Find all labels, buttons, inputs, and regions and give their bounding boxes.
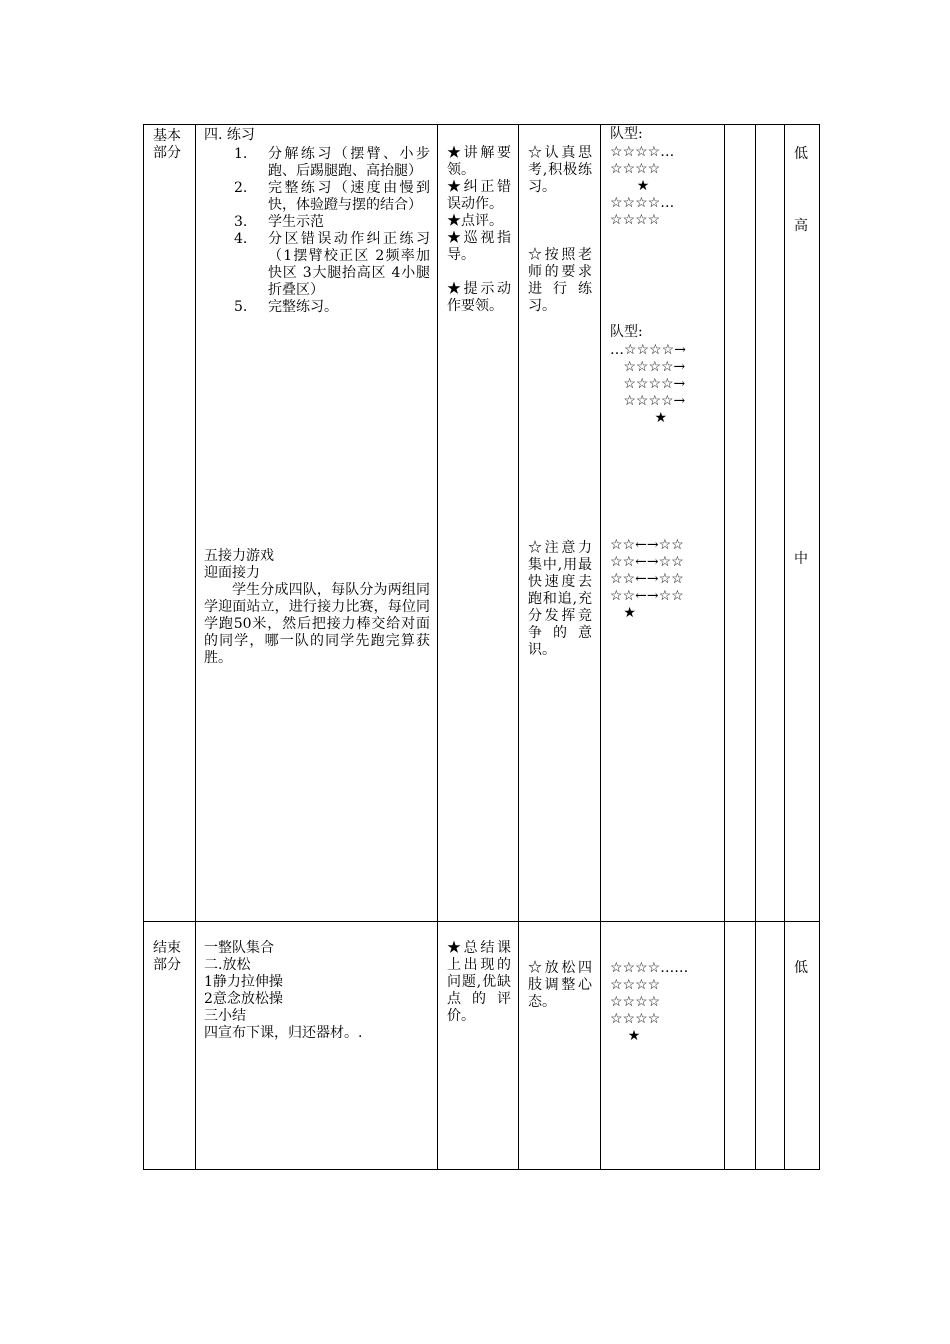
column-divider [437, 125, 438, 1169]
row-divider [144, 921, 819, 922]
intensity-value: 高 [794, 218, 808, 234]
list-item: 5. 完整练习。 [234, 299, 338, 315]
formation-diagram-ending: ☆☆☆☆…… ☆☆☆☆ ☆☆☆☆ ☆☆☆☆ ★ [610, 960, 689, 1044]
teacher-activity: ★讲解要领。 ★纠正错误动作。 ★点评。 ★巡视指导。 ★提示动作要领。 [447, 145, 511, 314]
column-divider [518, 125, 519, 1169]
section-label-ending: 结束 部分 [153, 940, 181, 973]
game-title: 五接力游戏 [204, 548, 274, 564]
list-item: 3. 学生示范 [234, 214, 324, 230]
intensity-value: 低 [794, 146, 808, 162]
game-description: 学生分成四队，每队分为两组同学迎面站立，进行接力比赛，每位同学跑50米，然后把接力棒交给对面的同学，哪一队的同学先跑完算获胜。 [204, 582, 430, 666]
lesson-plan-table [143, 124, 820, 1170]
intensity-value: 中 [794, 551, 808, 567]
column-divider [784, 125, 785, 1169]
student-activity-1: ☆认真思考,积极练习。 [528, 145, 592, 195]
formation-label: 队型: [610, 324, 643, 340]
formation-diagram-1: ☆☆☆☆… ☆☆☆☆ ★ ☆☆☆☆… ☆☆☆☆ [610, 144, 675, 228]
column-divider [600, 125, 601, 1169]
practice-title: 四. 练习 [204, 127, 255, 143]
ending-content: 一整队集合 二.放松 1静力拉伸操 2意念放松操 三小结 四宣布下课，归还器材。. [204, 940, 363, 1041]
teacher-summary: ★总结课上出现的问题,优缺点的评价。 [447, 940, 511, 1024]
game-name: 迎面接力 [204, 565, 260, 581]
list-item: 2. 完整练习（速度由慢到快，体验蹬与摆的结合） [234, 180, 430, 213]
intensity-value: 低 [794, 960, 808, 976]
student-activity-3: ☆注意力集中,用最快速度去跑和追,充分发挥竞争的意识。 [528, 540, 592, 658]
column-divider [195, 125, 196, 1169]
column-divider [755, 125, 756, 1169]
formation-label: 队型: [610, 126, 643, 142]
section-label-basic: 基本 部分 [153, 128, 181, 161]
column-divider [724, 125, 725, 1169]
student-relax: ☆放松四肢调整心态。 [528, 960, 592, 1010]
formation-diagram-3: ☆☆←→☆☆ ☆☆←→☆☆ ☆☆←→☆☆ ☆☆←→☆☆ ★ [610, 537, 684, 621]
practice-list [234, 146, 430, 316]
student-activity-2: ☆按照老师的要求进行练习。 [528, 247, 592, 314]
list-item: 4. 分区错误动作纠正练习（1摆臂校正区 2频率加快区 3大腿抬高区 4小腿折叠区） [234, 231, 430, 298]
formation-diagram-2: …☆☆☆☆→ ☆☆☆☆→ ☆☆☆☆→ ☆☆☆☆→ ★ [610, 342, 686, 426]
list-item: 1. 分解练习（摆臂、小步跑、后踢腿跑、高抬腿） [234, 146, 430, 179]
